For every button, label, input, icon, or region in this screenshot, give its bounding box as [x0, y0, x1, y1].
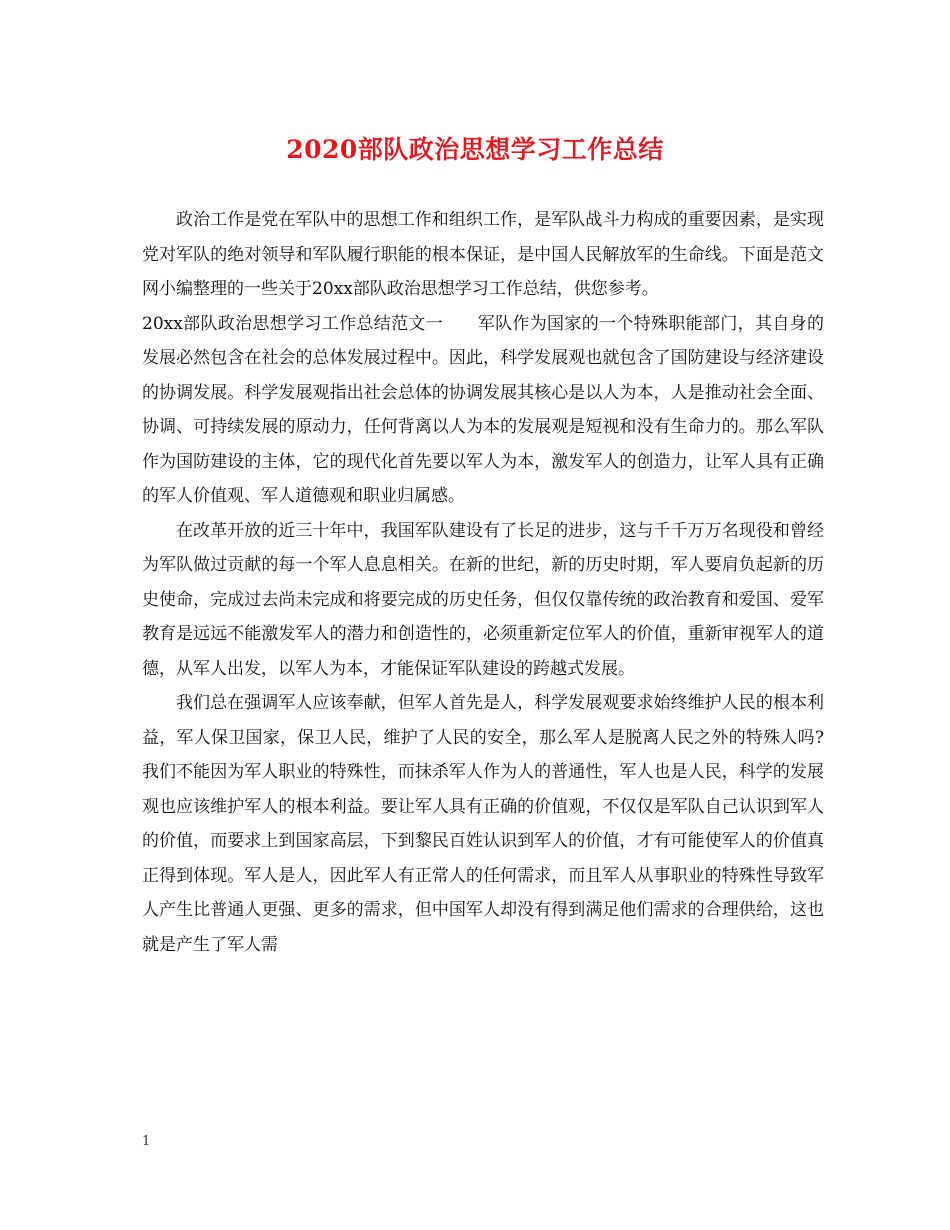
paragraph-reform: 在改革开放的近三十年中，我国军队建设有了长足的进步，这与千千万万名现役和曾经为军队做过贡献的每一个军人息息相关。在新的世纪，新的历史时期，军人要肩负起新的历史使命，完成过去尚未完成和将要完成的历史任务，但仅仅靠传统的政治教育和爱国、爱军教育是远远不能激发军人的潜力和创造性的，必须重新定位军人的价值，重新审视军人的道德，从军人出发，以军人为本，才能保证军队建设的跨越式发展。 [142, 520, 824, 679]
page-number: 1 [142, 1134, 151, 1149]
document-body [142, 203, 824, 962]
paragraph-sample-one: 20xx部队政治思想学习工作总结范文一 军队作为国家的一个特殊职能部门，其自身的发展必然包含在社会的总体发展过程中。因此，科学发展观也就包含了国防建设与经济建设的协调发展。科学发展观指出社会总体的协调发展其核心是以人为本，人是推动社会全面、协调、可持续发展的原动力，任何背离以人为本的发展观是短视和没有生命力的。那么军队作为国防建设的主体，它的现代化首先要以军人为本，激发军人的创造力，让军人具有正确的军人价值观、军人道德观和职业归属感。 [142, 313, 824, 506]
paragraph-intro: 政治工作是党在军队中的思想工作和组织工作，是军队战斗力构成的重要因素，是实现党对军队的绝对领导和军队履行职能的根本保证，是中国人民解放军的生命线。下面是范文网小编整理的一些关于20xx部队政治思想学习工作总结，供您参考。 [142, 210, 824, 299]
document-title: 2020部队政治思想学习工作总结 [286, 135, 664, 164]
paragraph-soldier-needs: 我们总在强调军人应该奉献，但军人首先是人，科学发展观要求始终维护人民的根本利益，军人保卫国家，保卫人民，维护了人民的安全，那么军人是脱离人民之外的特殊人吗?我们不能因为军人职业的特殊性，而抹杀军人作为人的普通性，军人也是人民，科学的发展观也应该维护军人的根本利益。要让军人具有正确的价值观，不仅仅是军队自己认识到军人的价值，而要求上到国家高层，下到黎民百姓认识到军人的价值，才有可能使军人的价值真正得到体现。军人是人，因此军人有正常人的任何需求，而且军人从事职业的特殊性导致军人产生比普通人更强、更多的需求，但中国军人却没有得到满足他们需求的合理供给，这也就是产生了军人需 [142, 693, 824, 955]
